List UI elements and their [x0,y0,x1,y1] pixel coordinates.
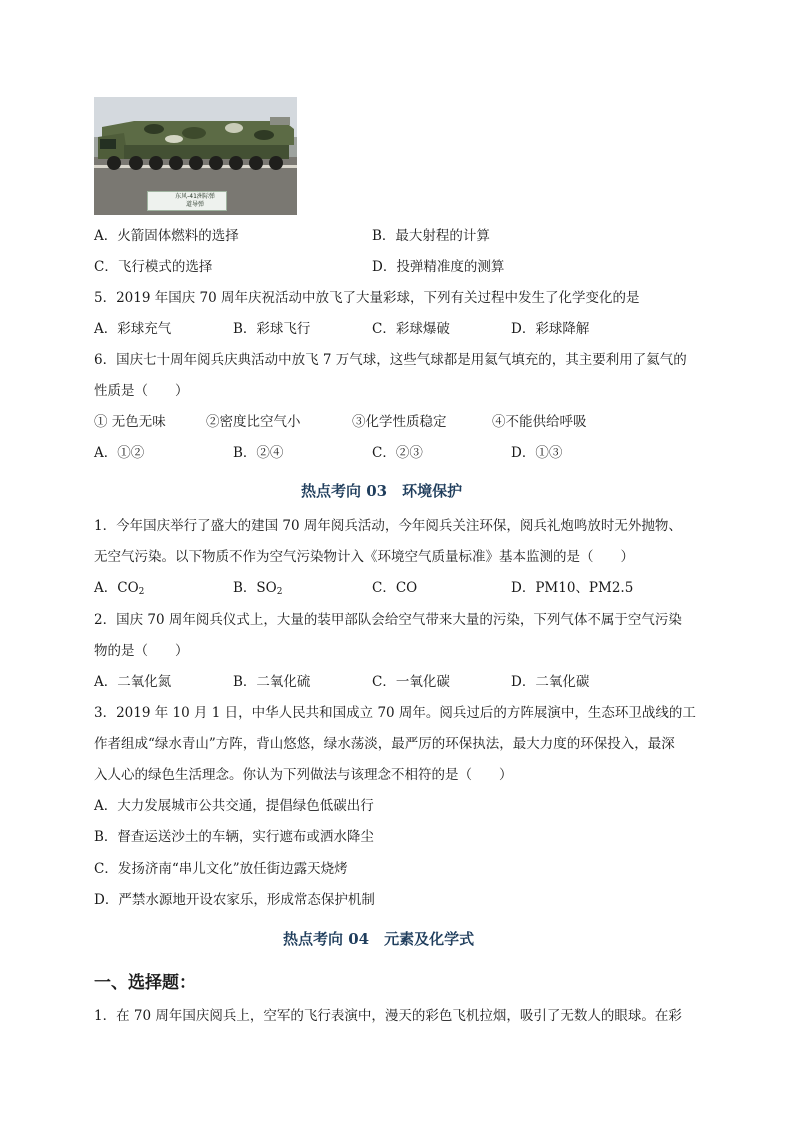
s3q1-option-d: D．PM10、PM2.5 [511,580,634,596]
q6-premise-4: ④不能供给呼吸 [492,414,587,430]
s3q3-option-c: C．发扬济南“串儿文化”放任街边露天烧烤 [94,861,348,877]
section-title: 一、选择题： [94,973,196,993]
s3q1-option-b [233,579,282,601]
s3q3-line3: 入人心的绿色生活理念。你认为下列做法与该理念不相符的是（ ） [94,767,513,783]
s3q3-option-d: D．严禁水源地开设农家乐，形成常态保护机制 [94,892,375,908]
s3q1-line1: 1．今年国庆举行了盛大的建国 70 周年阅兵活动，今年阅兵关注环保，阅兵礼炮鸣放时无外抛物、 [94,518,682,534]
q6-premise-1: ① 无色无味 [94,414,166,430]
q6-stem-line2: 性质是（ ） [94,383,189,399]
q4-option-c: C．飞行模式的选择 [94,259,213,275]
image-caption [147,191,227,211]
s3q2-option-d: D．二氧化碳 [511,674,590,690]
q4-option-b: B．最大射程的计算 [372,228,490,244]
s3q3-line1: 3．2019 年 10 月 1 日，中华人民共和国成立 70 周年。阅兵过后的方阵展演中，生态环卫战线的工 [94,705,696,721]
s3q1-option-b-text: B．SO [233,580,277,596]
q4-option-d: D．投弹精准度的测算 [372,259,505,275]
q6-option-c: C．②③ [372,445,423,461]
s3q1-option-c: C．CO [372,580,418,596]
s3q1-option-a [94,579,144,601]
s3q3-line2: 作者组成“绿水青山”方阵，背山悠悠，绿水荡淡，最严厉的环保执法，最大力度的环保投入，最深 [94,736,675,752]
s3q2-option-c: C．一氧化碳 [372,674,450,690]
missile-vehicle-photo [94,97,297,215]
q6-premise-2: ②密度比空气小 [206,414,301,430]
s3q1-option-b-sub: 2 [276,587,283,597]
s3q1-option-a-text: A．CO [94,580,139,596]
s3q1-line2: 无空气污染。以下物质不作为空气污染物计入《环境空气质量标准》基本监测的是（ ） [94,549,634,565]
s3q2-line2: 物的是（ ） [94,643,189,659]
q5-option-a: A．彩球充气 [94,321,172,337]
s4q1-line1: 1．在 70 周年国庆阅兵上，空军的飞行表演中，漫天的彩色飞机拉烟，吸引了无数人的眼球。在彩 [94,1008,682,1024]
s3q3-option-b: B．督查运送沙土的车辆，实行遮布或洒水降尘 [94,829,374,845]
s3q1-option-a-sub: 2 [138,587,145,597]
s3q2-line1: 2．国庆 70 周年阅兵仪式上，大量的装甲部队会给空气带来大量的污染，下列气体不属于空气污染 [94,612,682,628]
q6-premise-3: ③化学性质稳定 [352,414,447,430]
section-heading-03: 热点考向 03 环境保护 [301,482,463,500]
section-heading-04: 热点考向 04 元素及化学式 [283,930,475,948]
q4-option-a: A．火箭固体燃料的选择 [94,228,239,244]
q5-option-d: D．彩球降解 [511,321,590,337]
q6-option-a: A．①② [94,445,145,461]
q5-option-c: C．彩球爆破 [372,321,450,337]
q6-stem-line1: 6．国庆七十周年阅兵庆典活动中放飞 7 万气球，这些气球都是用氦气填充的，其主要利用了氦气的 [94,352,687,368]
caption-line2: 道导弹 [185,201,204,208]
caption-line1: 东风-41洲际弹 [175,193,215,200]
q5-stem: 5．2019 年国庆 70 周年庆祝活动中放飞了大量彩球，下列有关过程中发生了化学变化的是 [94,290,640,306]
s3q2-option-a: A．二氧化氮 [94,674,172,690]
s3q3-option-a: A．大力发展城市公共交通，提倡绿色低碳出行 [94,798,374,814]
q6-option-b: B．②④ [233,445,284,461]
s3q2-option-b: B．二氧化硫 [233,674,311,690]
q5-option-b: B．彩球飞行 [233,321,311,337]
q6-option-d: D．①③ [511,445,563,461]
